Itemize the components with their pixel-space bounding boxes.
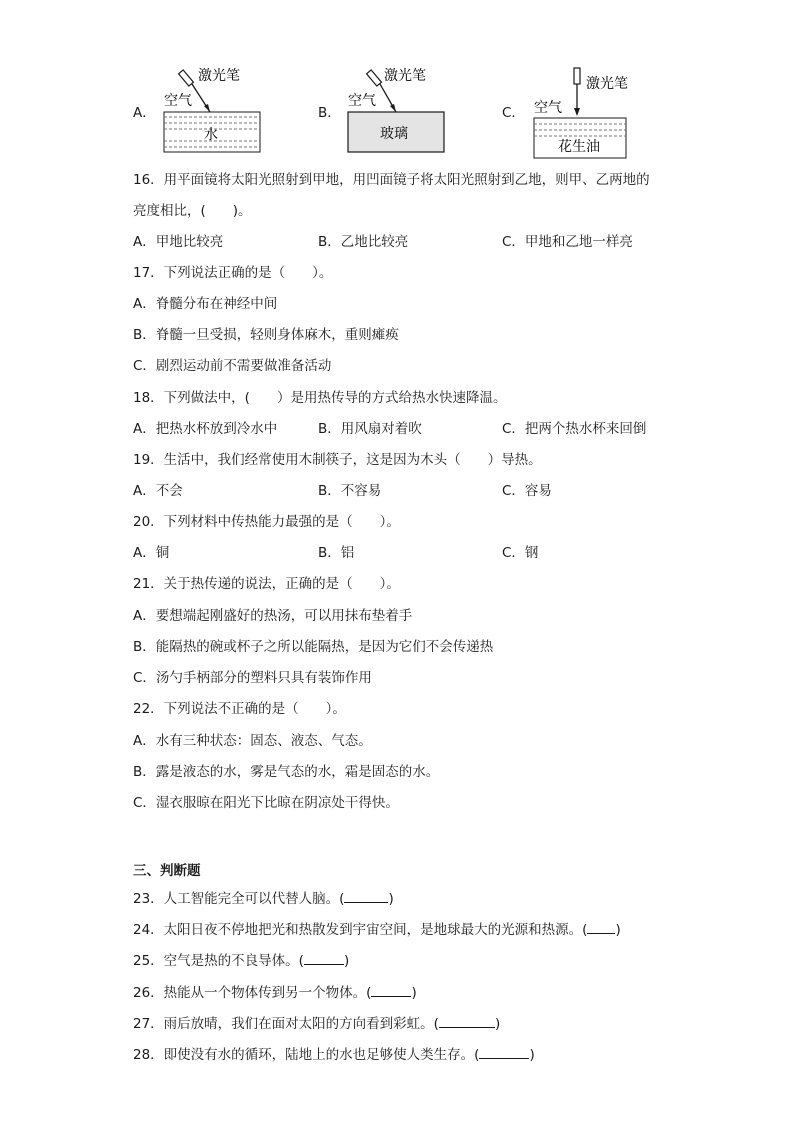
figure-option-b xyxy=(336,62,456,157)
question-21-option-c: C．汤勺手柄部分的塑料只具有装饰作用 xyxy=(133,670,372,686)
question-18-option-c: C．把两个热水杯来回倒 xyxy=(502,421,647,437)
question-28-text: 28．即使没有水的循环，陆地上的水也足够使人类生存。( xyxy=(133,1047,480,1063)
question-16-option-b: B．乙地比较亮 xyxy=(318,234,409,250)
medium-label: 玻璃 xyxy=(380,126,408,142)
question-23-close: ) xyxy=(388,891,394,907)
laser-label: 激光笔 xyxy=(198,68,240,84)
question-17-option-c: C．剧烈运动前不需要做准备活动 xyxy=(133,358,332,374)
option-c-letter: C． xyxy=(502,105,525,121)
question-24-close: ) xyxy=(615,922,621,938)
air-label: 空气 xyxy=(164,93,192,109)
question-28-close: ) xyxy=(529,1047,535,1063)
question-25-text: 25．空气是热的不良导体。( xyxy=(133,953,304,969)
answer-blank-23[interactable] xyxy=(344,888,388,903)
question-16-stem-line2: 亮度相比，( )。 xyxy=(133,203,252,219)
figure-option-a xyxy=(150,62,270,157)
question-19-option-a: A．不会 xyxy=(133,483,183,499)
question-19-option-b: B．不容易 xyxy=(318,483,382,499)
question-21-option-a: A．要想端起刚盛好的热汤，可以用抹布垫着手 xyxy=(133,608,413,624)
air-label: 空气 xyxy=(348,93,376,109)
air-label: 空气 xyxy=(534,100,562,116)
question-18-stem: 18．下列做法中，( ）是用热传导的方式给热水快速降温。 xyxy=(133,390,507,406)
option-a-letter: A． xyxy=(133,105,156,121)
question-20-option-a: A．铜 xyxy=(133,545,170,561)
question-19-stem: 19．生活中，我们经常使用木制筷子，这是因为木头（ ）导热。 xyxy=(133,452,542,468)
option-b-letter: B． xyxy=(318,105,341,121)
laser-pen-icon xyxy=(574,68,580,84)
laser-pen-icon xyxy=(179,70,194,86)
question-17-option-a: A．脊髓分布在神经中间 xyxy=(133,296,278,312)
question-25-close: ) xyxy=(343,953,350,969)
question-28 xyxy=(133,1044,535,1064)
question-18-option-a: A．把热水杯放到冷水中 xyxy=(133,421,278,437)
question-19-option-c: C．容易 xyxy=(502,483,552,499)
question-27-text: 27．雨后放晴，我们在面对太阳的方向看到彩虹。( xyxy=(133,1016,439,1032)
question-18-option-b: B．用风扇对着吹 xyxy=(318,421,422,437)
question-24-text: 24．太阳日夜不停地把光和热散发到宇宙空间，是地球最大的光源和热源。( xyxy=(133,922,588,938)
question-22-option-a: A．水有三种状态：固态、液态、气态。 xyxy=(133,733,372,749)
question-17-stem: 17．下列说法正确的是（ ）。 xyxy=(133,265,333,281)
answer-blank-26[interactable] xyxy=(371,982,411,997)
question-20-option-c: C．钢 xyxy=(502,545,539,561)
question-20-option-b: B．铝 xyxy=(318,545,355,561)
question-23 xyxy=(133,888,394,908)
question-26 xyxy=(133,982,417,1002)
question-16-stem-line1: 16．用平面镜将太阳光照射到甲地，用凹面镜子将太阳光照射到乙地，则甲、乙两地的 xyxy=(133,172,650,188)
question-25 xyxy=(133,950,349,970)
question-22-stem: 22．下列说法不正确的是（ ）。 xyxy=(133,701,346,717)
medium-label: 花生油 xyxy=(558,139,600,155)
question-22-option-c: C．湿衣服晾在阳光下比晾在阴凉处干得快。 xyxy=(133,795,399,811)
question-26-text: 26．热能从一个物体传到另一个物体。( xyxy=(133,985,372,1001)
answer-blank-28[interactable] xyxy=(479,1044,529,1059)
question-16-option-c: C．甲地和乙地一样亮 xyxy=(502,234,633,250)
question-21-option-b: B．能隔热的碗或杯子之所以能隔热，是因为它们不会传递热 xyxy=(133,639,494,655)
question-16-option-a: A．甲地比较亮 xyxy=(133,234,224,250)
section-title-judgement: 三、判断题 xyxy=(133,863,201,879)
question-27 xyxy=(133,1013,500,1033)
question-26-close: ) xyxy=(411,985,417,1001)
answer-blank-25[interactable] xyxy=(304,950,344,965)
question-20-stem: 20．下列材料中传热能力最强的是（ ）。 xyxy=(133,514,400,530)
figure-option-c xyxy=(530,62,660,162)
answer-blank-24[interactable] xyxy=(587,919,615,934)
question-27-close: ) xyxy=(494,1016,501,1032)
laser-pen-icon xyxy=(367,70,382,86)
answer-blank-27[interactable] xyxy=(439,1013,495,1028)
question-24 xyxy=(133,919,621,939)
laser-label: 激光笔 xyxy=(586,76,628,92)
question-23-text: 23．人工智能完全可以代替人脑。( xyxy=(133,891,345,907)
question-17-option-b: B．脊髓一旦受损，轻则身体麻木，重则瘫痪 xyxy=(133,327,399,343)
question-21-stem: 21．关于热传递的说法，正确的是（ ）。 xyxy=(133,576,400,592)
medium-label: 水 xyxy=(204,127,218,143)
laser-label: 激光笔 xyxy=(384,68,426,84)
question-22-option-b: B．露是液态的水，雾是气态的水，霜是固态的水。 xyxy=(133,764,440,780)
